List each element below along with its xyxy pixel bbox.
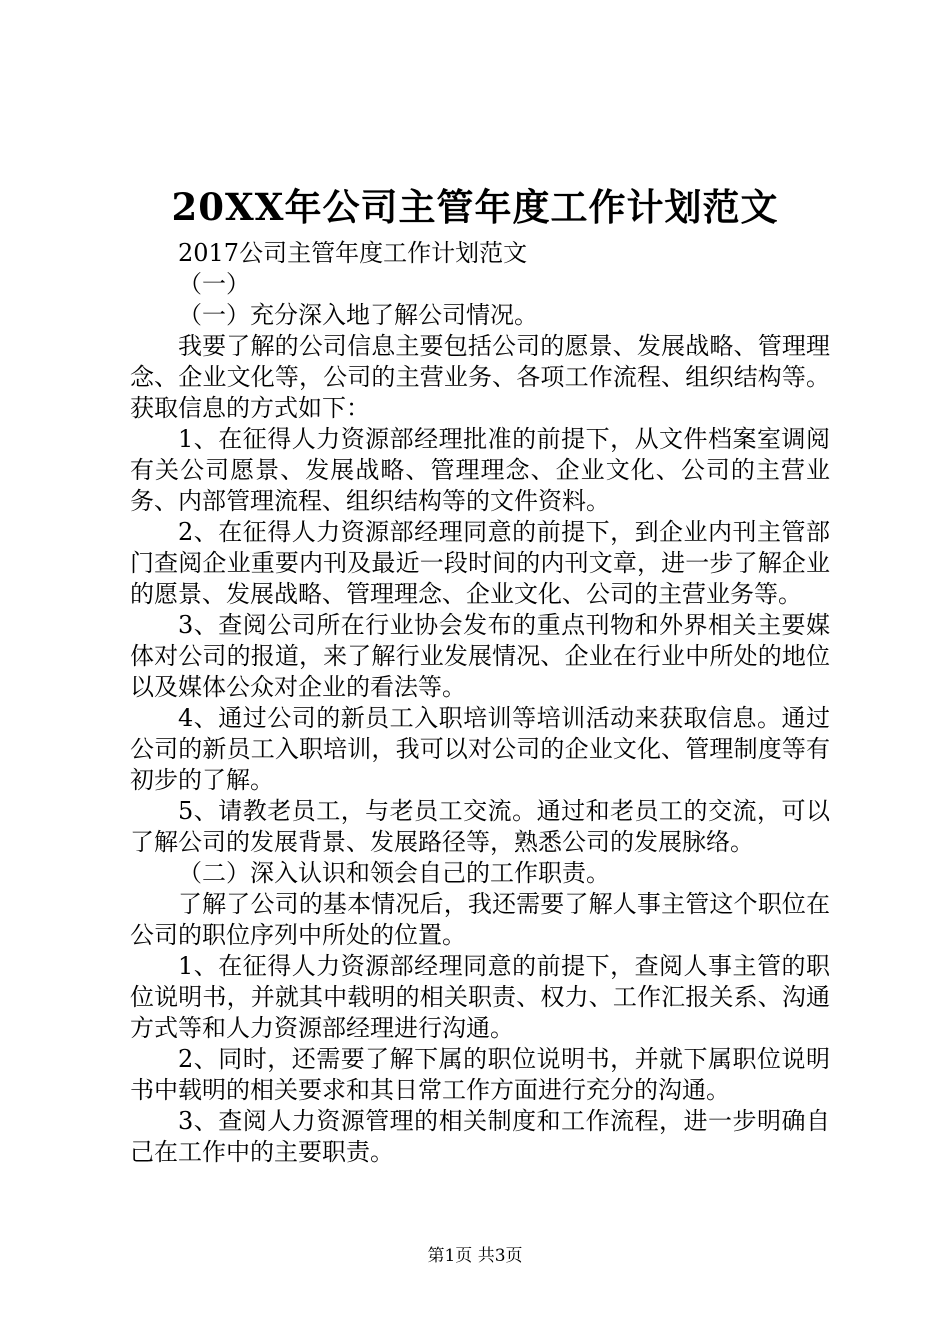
paragraph: 1、在征得人力资源部经理同意的前提下，查阅人事主管的职位说明书，并就其中载明的相关职责、权力、工作汇报关系、沟通方式等和人力资源部经理进行沟通。 <box>130 952 830 1042</box>
paragraph: （一）充分深入地了解公司情况。 <box>178 301 538 329</box>
paragraph: 3、查阅公司所在行业协会发布的重点刊物和外界相关主要媒体对公司的报道，来了解行业发展情况、企业在行业中所处的地位以及媒体公众对企业的看法等。 <box>130 611 830 701</box>
paragraph: 1、在征得人力资源部经理批准的前提下，从文件档案室调阅有关公司愿景、发展战略、管理理念、企业文化、公司的主营业务、内部管理流程、组织结构等的文件资料。 <box>130 425 830 515</box>
paragraph: （一） <box>178 270 250 298</box>
paragraph: （二）深入认识和领会自己的工作职责。 <box>178 859 610 887</box>
document-body <box>130 238 830 1168</box>
paragraph: 2、在征得人力资源部经理同意的前提下，到企业内刊主管部门查阅企业重要内刊及最近一段时间的内刊文章，进一步了解企业的愿景、发展战略、管理理念、企业文化、公司的主营业务等。 <box>130 518 830 608</box>
paragraph: 4、通过公司的新员工入职培训等培训活动来获取信息。通过公司的新员工入职培训，我可以对公司的企业文化、管理制度等有初步的了解。 <box>130 704 830 794</box>
paragraph: 2、同时，还需要了解下属的职位说明书，并就下属职位说明书中载明的相关要求和其日常工作方面进行充分的沟通。 <box>130 1045 830 1104</box>
paragraph: 我要了解的公司信息主要包括公司的愿景、发展战略、管理理念、企业文化等，公司的主营业务、各项工作流程、组织结构等。获取信息的方式如下： <box>130 332 830 422</box>
paragraph: 5、请教老员工，与老员工交流。通过和老员工的交流，可以了解公司的发展背景、发展路径等，熟悉公司的发展脉络。 <box>130 797 830 856</box>
paragraph: 了解了公司的基本情况后，我还需要了解人事主管这个职位在公司的职位序列中所处的位置。 <box>130 890 830 949</box>
paragraph: 2017公司主管年度工作计划范文 <box>178 239 528 267</box>
page-footer: 第1页 共3页 <box>427 1246 523 1266</box>
paragraph: 3、查阅人力资源管理的相关制度和工作流程，进一步明确自己在工作中的主要职责。 <box>130 1107 830 1166</box>
document-title: 20XX年公司主管年度工作计划范文 <box>171 185 779 229</box>
